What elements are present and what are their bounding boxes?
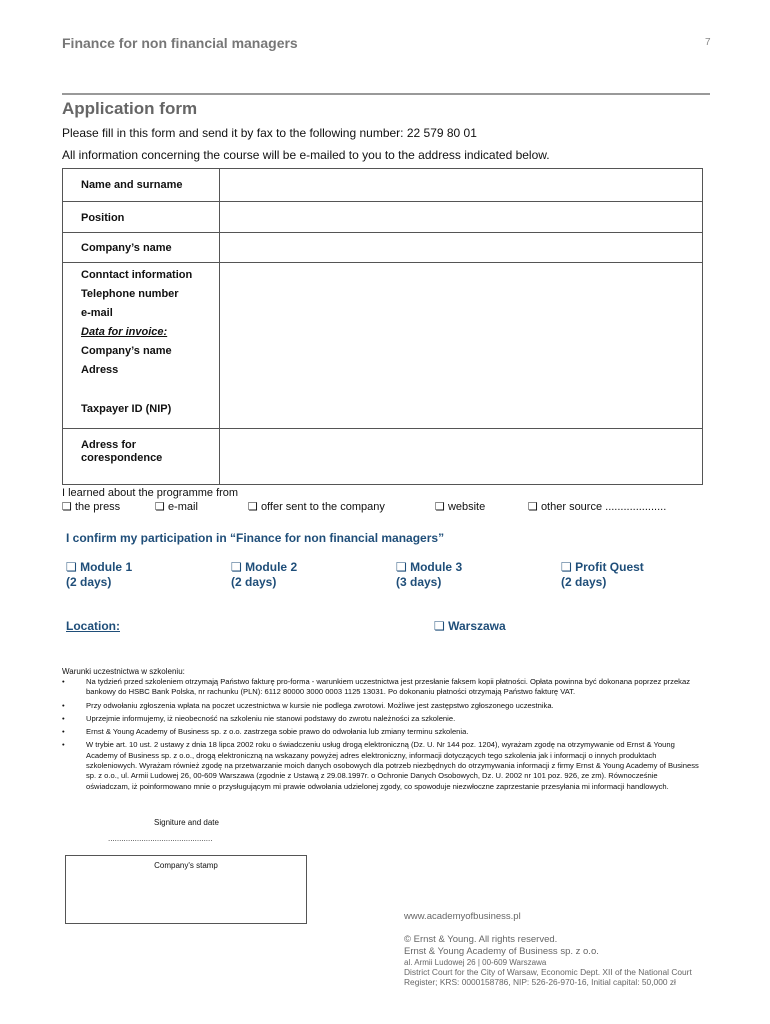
- source-option-other[interactable]: ❏ other source ....................: [528, 500, 667, 513]
- conditions-title: Warunki uczestnictwa w szkoleniu:: [62, 667, 185, 676]
- address-label: Adress: [81, 364, 119, 376]
- source-option-email[interactable]: ❏ e-mail: [155, 500, 198, 513]
- module-option-3[interactable]: ❏ Module 3 (3 days): [396, 560, 463, 589]
- invoice-company-label: Company’s name: [81, 345, 172, 357]
- form-row-company: [63, 233, 703, 263]
- footer-address: al. Armii Ludowej 26 | 00-609 Warszawa: [404, 958, 547, 967]
- footer-court: District Court for the City of Warsaw, Economic Dept. XII of the National Court: [404, 967, 692, 977]
- form-email-note: All information concerning the course will be e-mailed to you to the address indicated below.: [62, 148, 550, 162]
- source-option-press[interactable]: ❏ the press: [62, 500, 121, 513]
- source-option-offer[interactable]: ❏ offer sent to the company: [248, 500, 385, 513]
- correspondence-label-line2: corespondence: [81, 452, 163, 464]
- header-divider: [62, 93, 710, 95]
- form-title: Application form: [62, 99, 198, 118]
- list-item: • Przy odwołaniu zgłoszenia wpłata na poczet uczestnictwa w kursie nie podlega zwrotowi. Możliwe jest zastępstwo zgłoszonego uczestnika.: [62, 700, 554, 710]
- checkbox-icon[interactable]: ❏: [62, 500, 72, 513]
- checkbox-icon[interactable]: ❏: [66, 560, 77, 574]
- correspondence-input-cell[interactable]: [220, 429, 703, 485]
- list-item: • Uprzejmie informujemy, iż nieobecność na szkoleniu nie stanowi podstawy do zwrotu należności za szkolenie.: [62, 713, 456, 723]
- name-input-cell[interactable]: [220, 169, 703, 202]
- checkbox-icon[interactable]: ❏: [561, 560, 572, 574]
- company-stamp-label: Company's stamp: [154, 861, 218, 870]
- footer-company: Ernst & Young Academy of Business sp. z o.o.: [404, 946, 599, 957]
- location-option-warszawa[interactable]: ❏ Warszawa: [434, 619, 506, 633]
- application-form-table: [62, 168, 703, 485]
- form-row-contact: [63, 263, 703, 429]
- list-item: • W trybie art. 10 ust. 2 ustawy z dnia 18 lipca 2002 roku o świadczeniu usług drogą elektroniczną (Dz. U. Nr 144 poz. 1204), wyrażam zgodę na otrzymywanie od Ernst & Young Academy of Business sp. z o.o., drogą elektroniczną na wskazany powyżej adres elektroniczny, informacji dotyczących tego szkolenia jak i informacji o innych produktach szkoleniowych. Wyrażam również zgodę na przetwarzanie moich danych osobowych dla potrzeb niezbędnych do otrzymywania informacji z firmy Ernst & Young Academy of Business sp. z o.o., ul. Armii Ludowej 26, 00-609 Warszawa (zgodnie z Ustawą z 29.08.1997r. o Ochronie Danych Osobowych, Dz. U. 2002 nr 101 poz. 926, ze zm). Równocześnie oświadczam, iż poinformowano mnie o przysługującym mi prawie odwołania udzielonej zgody, co spowoduje niezwłoczne zaprzestanie przesyłania mi informacji handlowych.: [62, 740, 699, 791]
- conditions-list: [62, 677, 702, 795]
- checkbox-icon[interactable]: ❏: [231, 560, 242, 574]
- correspondence-label-line1: Adress for: [81, 439, 137, 451]
- signature-label: Signiture and date: [154, 818, 219, 827]
- module-option-profit-quest[interactable]: ❏ Profit Quest (2 days): [561, 560, 644, 589]
- source-option-website[interactable]: ❏ website: [435, 500, 486, 513]
- contact-label: Conntact information: [81, 269, 193, 281]
- footer-copyright: © Ernst & Young. All rights reserved.: [404, 934, 558, 945]
- signature-line[interactable]: ...............................................: [108, 834, 213, 843]
- company-stamp-box[interactable]: [65, 855, 307, 924]
- list-item: • Na tydzień przed szkoleniem otrzymają Państwo fakturę pro-forma - warunkiem uczestnictwa jest przesłanie faksem kopii płatności. Opłata powinna być dokonana poprzez przekaz bankowy do HSBC Bank Polska, nr rachunku (PLN): 6112 80000 3000 0003 1125 13031. Po dokonaniu płatności otrzymają Państwo fakturę VAT.: [62, 677, 690, 697]
- form-row-correspondence: [63, 429, 703, 485]
- checkbox-icon[interactable]: ❏: [435, 500, 445, 513]
- module-option-1[interactable]: ❏ Module 1 (2 days): [66, 560, 133, 589]
- checkbox-icon[interactable]: ❏: [396, 560, 407, 574]
- invoice-label: Data for invoice:: [81, 326, 168, 338]
- email-label: e-mail: [81, 307, 113, 319]
- document-header-title: Finance for non financial managers: [62, 35, 298, 51]
- confirm-participation-heading: I confirm my participation in “Finance for non financial managers”: [66, 531, 445, 545]
- company-label: Company’s name: [81, 242, 172, 254]
- learned-about-label: I learned about the programme from: [62, 487, 239, 499]
- contact-input-cell[interactable]: [220, 263, 703, 429]
- form-row-position: [63, 202, 703, 233]
- taxpayer-label: Taxpayer ID (NIP): [81, 403, 172, 415]
- form-instructions: Please fill in this form and send it by fax to the following number: 22 579 80 01: [62, 126, 477, 140]
- name-label: Name and surname: [81, 179, 183, 191]
- checkbox-icon[interactable]: ❏: [528, 500, 538, 513]
- list-item: • Ernst & Young Academy of Business sp. z o.o. zastrzega sobie prawo do odwołania lub zmiany terminu szkolenia.: [62, 727, 469, 737]
- position-input-cell[interactable]: [220, 202, 703, 233]
- checkbox-icon[interactable]: ❏: [434, 619, 445, 633]
- footer-website[interactable]: www.academyofbusiness.pl: [404, 911, 521, 922]
- page-number: 7: [705, 37, 711, 48]
- location-label: Location:: [66, 619, 120, 633]
- checkbox-icon[interactable]: ❏: [248, 500, 258, 513]
- company-input-cell[interactable]: [220, 233, 703, 263]
- form-row-name: [63, 169, 703, 202]
- checkbox-icon[interactable]: ❏: [155, 500, 165, 513]
- module-option-2[interactable]: ❏ Module 2 (2 days): [231, 560, 298, 589]
- telephone-label: Telephone number: [81, 288, 179, 300]
- position-label: Position: [81, 212, 125, 224]
- footer-register: Register; KRS: 0000158786, NIP: 526-26-970-16, Initial capital: 50,000 zł: [404, 977, 676, 987]
